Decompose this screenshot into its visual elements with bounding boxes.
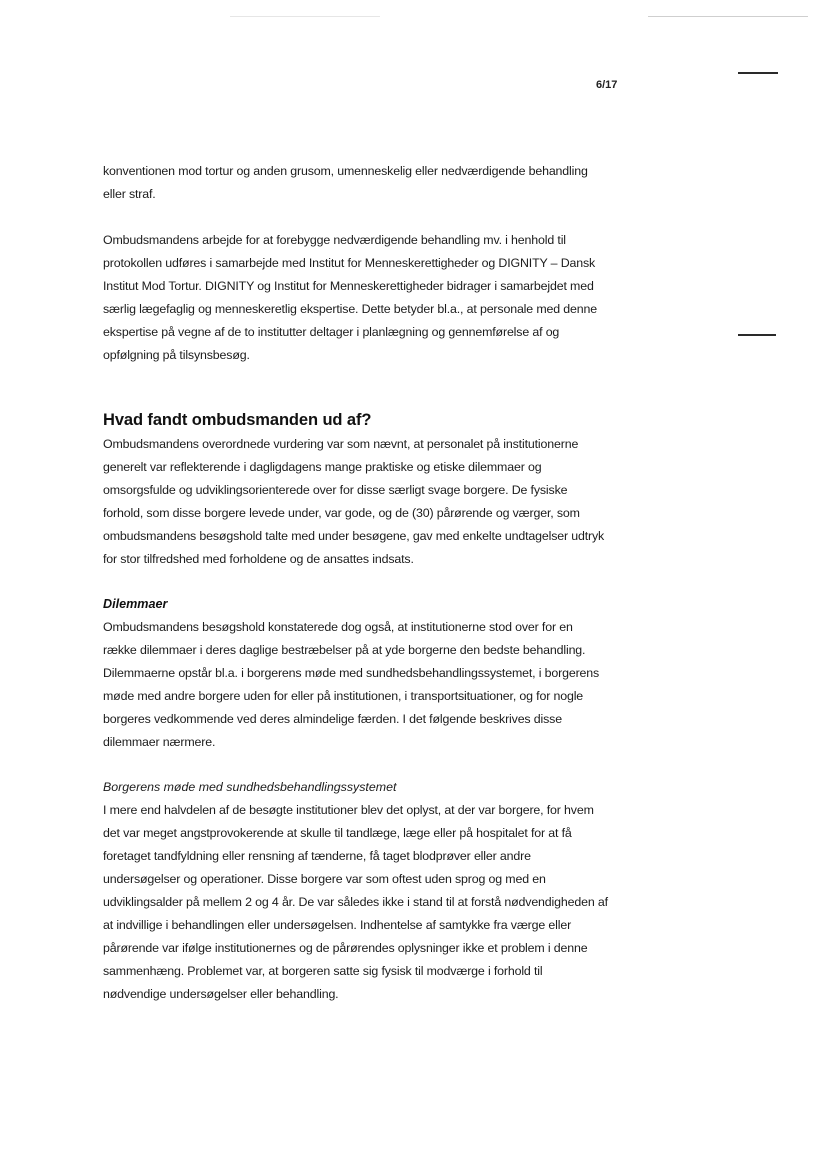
- scan-artifact-line: [230, 16, 380, 17]
- paragraph: Ombudsmandens arbejde for at forebygge nedværdigende behandling mv. i henhold til protokollen udføres i samarbejde med Institut for Menneskerettigheder og DIGNITY – Dansk Institut Mod Tortur. DIGNITY og Institut for Menneskerettigheder bidrager i samarbejdet med særlig lægefaglig og menneskeretlig ekspertise. Dette betyder bl.a., at personale med denne ekspertise på vegne af de to institutter deltager i planlægning og gennemførelse af og opfølgning på tilsynsbesøg.: [103, 233, 597, 362]
- paragraph: konventionen mod tortur og anden grusom, umenneskelig eller nedværdigende behandling eller straf.: [103, 164, 588, 201]
- page-number: 6/17: [596, 79, 618, 91]
- section-heading: Hvad fandt ombudsmanden ud af?: [103, 411, 372, 429]
- subsection-heading: Borgerens møde med sundhedsbehandlingssystemet: [103, 780, 397, 794]
- scan-artifact-line: [648, 16, 808, 17]
- paragraph: Ombudsmandens overordnede vurdering var som nævnt, at personalet på institutionerne generelt var reflekterende i dagligdagens mange praktiske og etiske dilemmaer og omsorgsfulde og udviklingsorienterede over for disse særligt svage borgere. De fysiske forhold, som disse borgere levede under, var gode, og de (30) pårørende og værger, som ombudsmandens besøgshold talte med under besøgene, gav med enkelte undtagelser udtryk for stor tilfredshed med forholdene og de ansattes indsats.: [103, 437, 605, 566]
- margin-mark: [738, 72, 778, 74]
- paragraph: I mere end halvdelen af de besøgte institutioner blev det oplyst, at der var borgere, for hvem det var meget angstprovokerende at skulle til tandlæge, læge eller på hospitalet for at få foretaget tandfyldning eller rensning af tænderne, få taget blodprøver eller andre undersøgelser og operationer. Disse borgere var som oftest uden sprog og med en udviklingsalder på mellem 2 og 4 år. De var således ikke i stand til at forstå nødvendigheden af at indvillige i behandlingen eller undersøgelsen. Indhentelse af samtykke fra værge eller pårørende var ifølge institutionernes og de pårørendes oplysninger ikke et problem i denne sammenhæng. Problemet var, at borgeren satte sig fysisk til modværge i forhold til nødvendige undersøgelser eller behandling.: [103, 803, 608, 1001]
- paragraph: Ombudsmandens besøgshold konstaterede dog også, at institutionerne stod over for en række dilemmaer i deres daglige bestræbelser på at yde borgerne den bedste behandling. Dilemmaerne opstår bl.a. i borgerens møde med sundhedsbehandlingssystemet, i borgerens møde med andre borgere uden for eller på institutionen, i transportsituationer, og for nogle borgeres vedkommende ved deres almindelige færden. I det følgende beskrives disse dilemmaer nærmere.: [103, 620, 600, 749]
- document-body: [103, 160, 608, 1006]
- subsection-heading: Dilemmaer: [103, 597, 168, 611]
- margin-mark: [738, 334, 776, 336]
